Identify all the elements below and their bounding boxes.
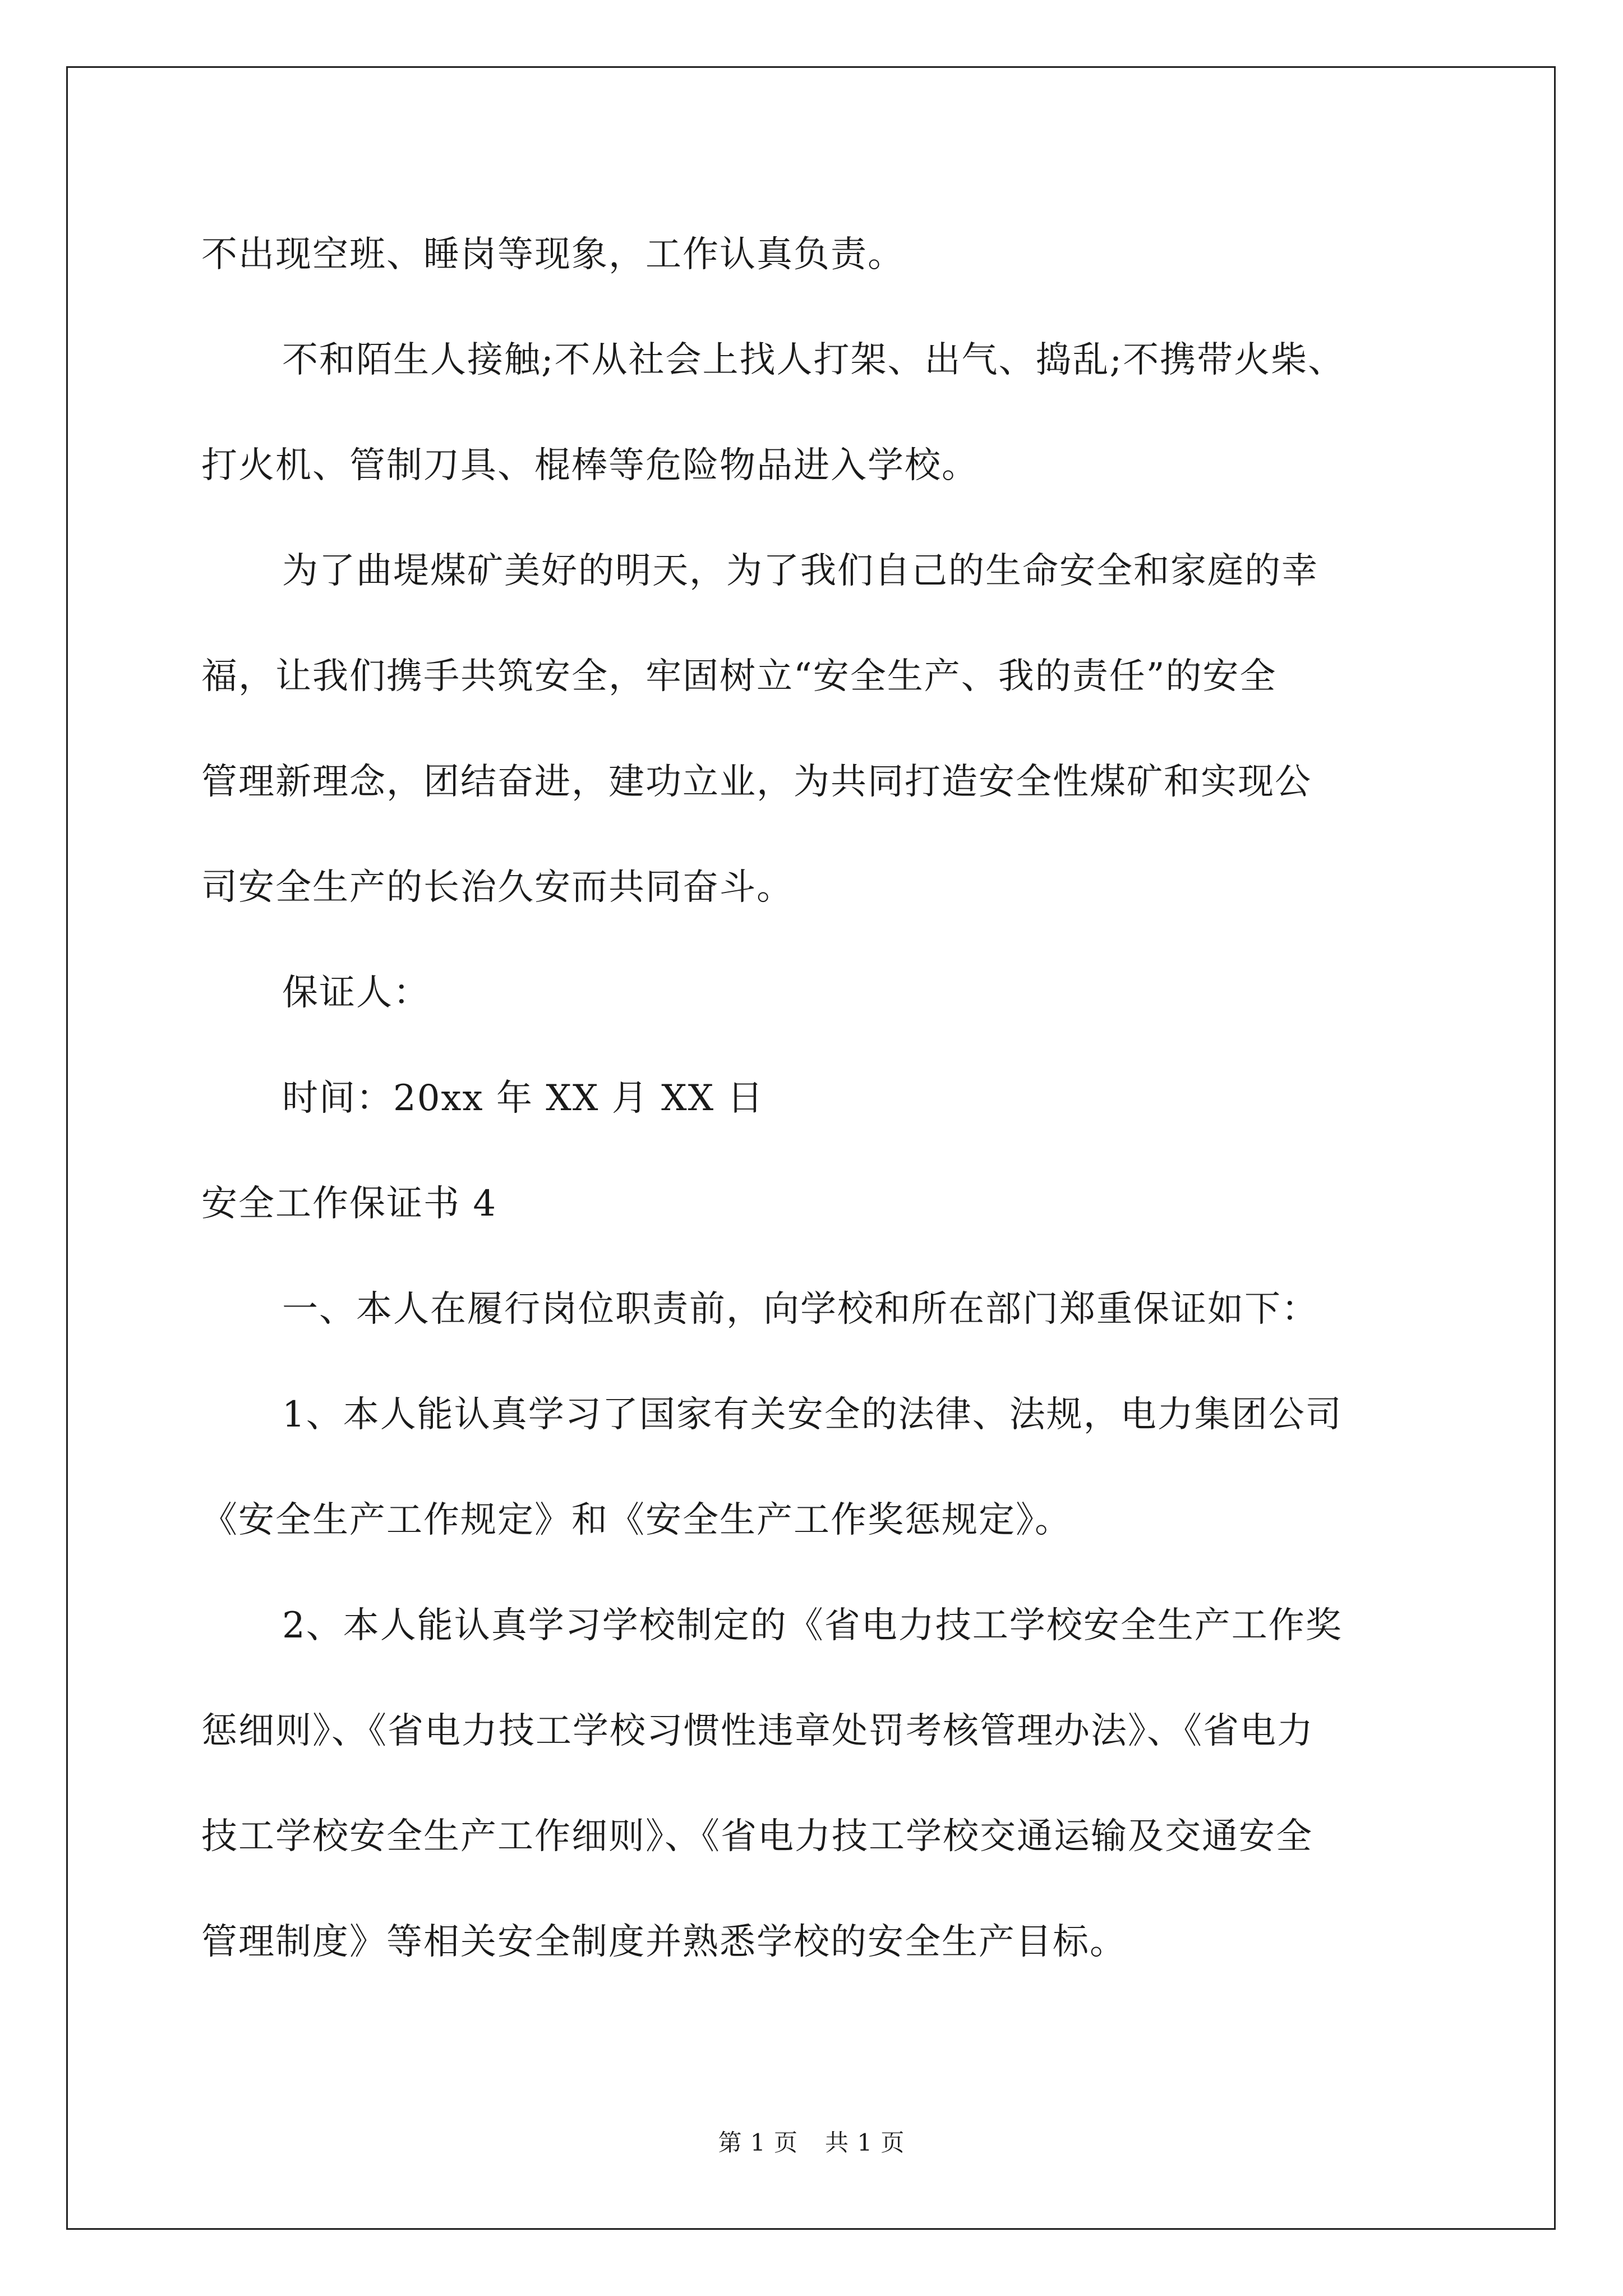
text-line: 1、本人能认真学习了国家有关安全的法律、法规，电力集团公司 [282, 1394, 1343, 1435]
text-line: 不出现空班、睡岗等现象，工作认真负责。 [201, 234, 905, 275]
text-line: 技工学校安全生产工作细则》、《省电力技工学校交通运输及交通安全 [201, 1816, 1313, 1857]
text-line: 为了曲堤煤矿美好的明天，为了我们自己的生命安全和家庭的幸 [282, 550, 1318, 592]
text-line: 管理制度》等相关安全制度并熟悉学校的安全生产目标。 [201, 1921, 1127, 1963]
text-line: 不和陌生人接触;不从社会上找人打架、出气、捣乱;不携带火柴、 [282, 339, 1345, 381]
page-number: 第 1 页 [718, 2129, 798, 2156]
text-line: 一、本人在履行岗位职责前，向学校和所在部门郑重保证如下： [282, 1289, 1318, 1330]
document-body [201, 202, 1435, 1995]
text-line: 管理新理念，团结奋进，建功立业，为共同打造安全性煤矿和实现公 [201, 761, 1312, 803]
text-line: 时间：20xx 年 XX 月 XX 日 [282, 1078, 764, 1119]
page-footer [0, 2126, 1623, 2160]
text-line: 福，让我们携手共筑安全，牢固树立“安全生产、我的责任”的安全 [201, 656, 1277, 697]
text-line: 司安全生产的长治久安而共同奋斗。 [201, 867, 794, 908]
section-heading: 安全工作保证书 4 [201, 1183, 497, 1225]
page-total: 共 1 页 [825, 2129, 905, 2156]
text-line: 惩细则》、《省电力技工学校习惯性违章处罚考核管理办法》、《省电力 [201, 1710, 1314, 1752]
text-line: 《安全生产工作规定》和《安全生产工作奖惩规定》。 [201, 1499, 1072, 1541]
text-line: 保证人： [282, 972, 430, 1014]
text-line: 打火机、管制刀具、棍棒等危险物品进入学校。 [201, 445, 979, 486]
text-line: 2、本人能认真学习学校制定的《省电力技工学校安全生产工作奖 [282, 1605, 1343, 1646]
